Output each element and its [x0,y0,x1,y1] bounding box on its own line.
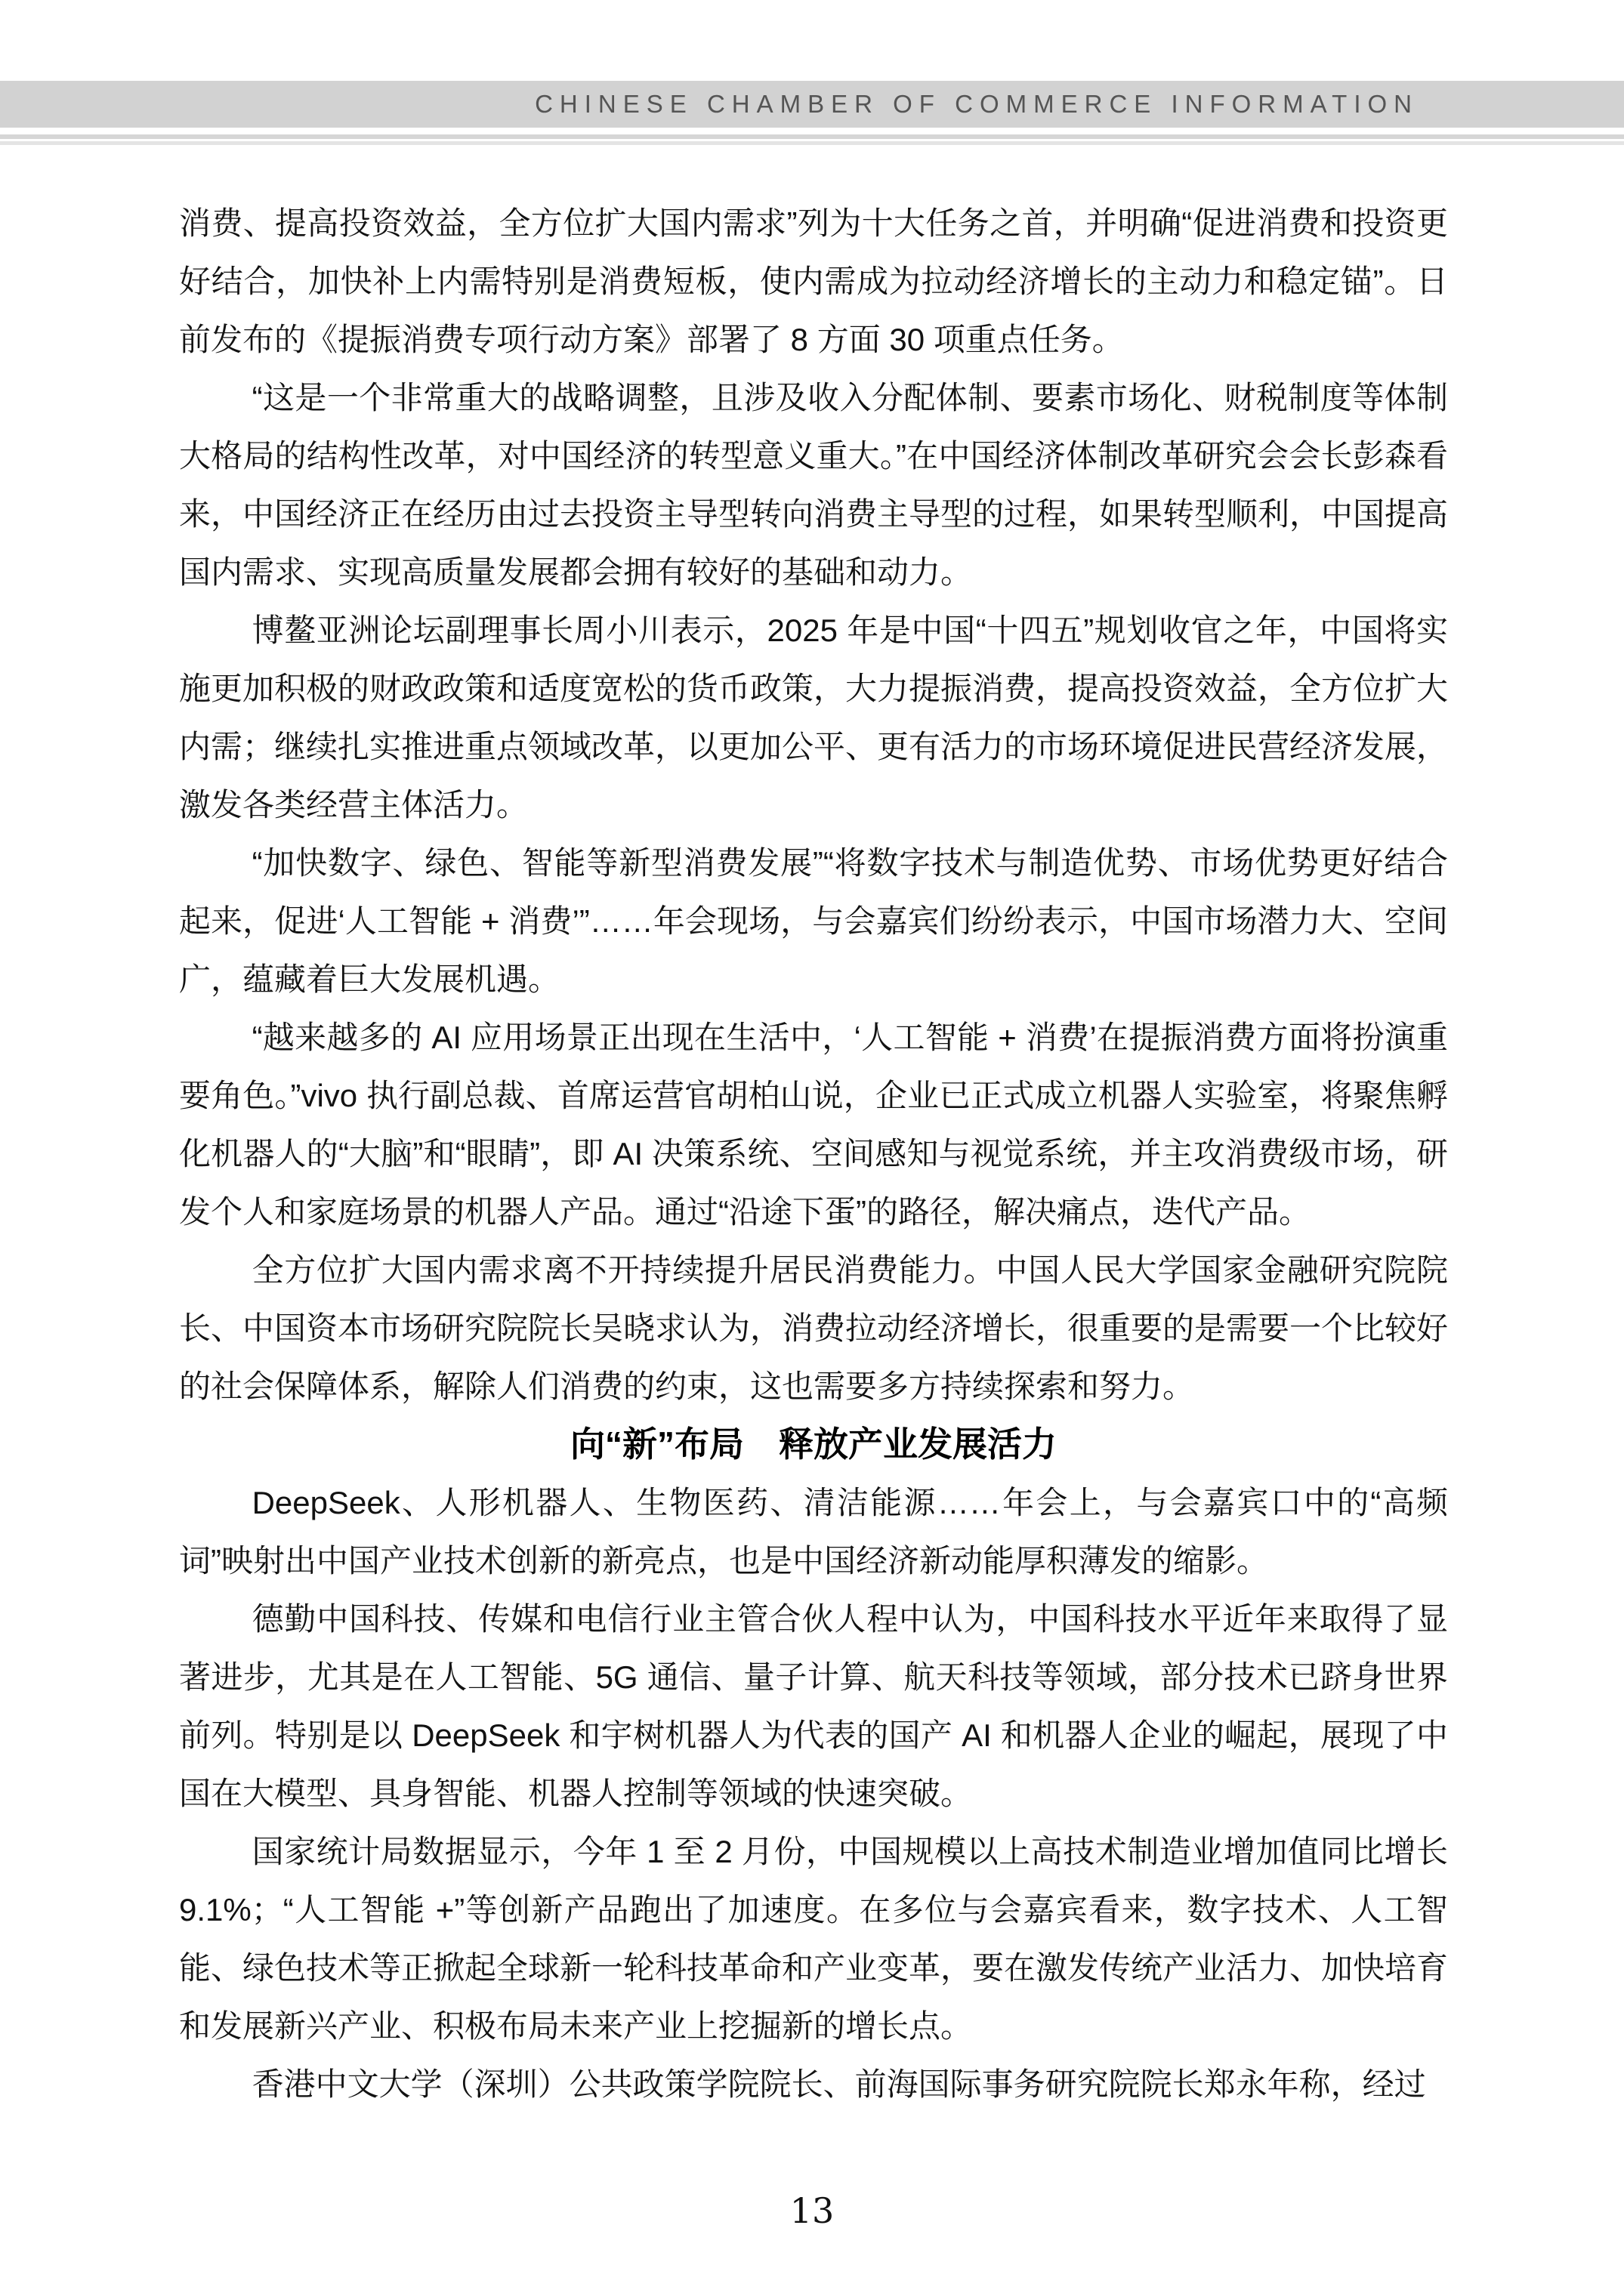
body-paragraph: 德勤中国科技、传媒和电信行业主管合伙人程中认为，中国科技水平近年来取得了显著进步，尤其是在人工智能、5G 通信、量子计算、航天科技等领域，部分技术已跻身世界前列。特别是以 DeepSeek 和宇树机器人为代表的国产 AI 和机器人企业的崛起，展现了中国在大模型、具身智能、机器人控制等领域的快速突破。 [179,1601,1448,1811]
header-banner-text: CHINESE CHAMBER OF COMMERCE INFORMATION [535,90,1419,118]
article-body [179,194,1448,2113]
body-paragraph: “加快数字、绿色、智能等新型消费发展”“将数字技术与制造优势、市场优势更好结合起来，促进‘人工智能 + 消费’”……年会现场，与会嘉宾们纷纷表示，中国市场潜力大、空间广，蕴藏着巨大发展机遇。 [179,845,1448,997]
body-paragraph: 博鳌亚洲论坛副理事长周小川表示，2025 年是中国“十四五”规划收官之年，中国将实施更加积极的财政政策和适度宽松的货币政策，大力提振消费，提高投资效益，全方位扩大内需；继续扎实推进重点领域改革，以更加公平、更有活力的市场环境促进民营经济发展，激发各类经营主体活力。 [179,613,1449,822]
body-paragraph: DeepSeek、人形机器人、生物医药、清洁能源……年会上，与会嘉宾口中的“高频词”映射出中国产业技术创新的新亮点，也是中国经济新动能厚积薄发的缩影。 [179,1485,1448,1579]
header-rule-bottom [0,141,1624,145]
body-paragraph: 全方位扩大国内需求离不开持续提升居民消费能力。中国人民大学国家金融研究院院长、中国资本市场研究院院长吴晓求认为，消费拉动经济增长，很重要的是需要一个比较好的社会保障体系，解除人们消费的约束，这也需要多方持续探索和努力。 [179,1252,1449,1404]
header-rule-top [0,134,1624,139]
body-paragraph: 香港中文大学（深圳）公共政策学院院长、前海国际事务研究院院长郑永年称，经过 [252,2066,1426,2102]
page-number: 13 [789,2190,835,2231]
body-paragraph: 国家统计局数据显示，今年 1 至 2 月份，中国规模以上高技术制造业增加值同比增长 9.1%；“人工智能 +”等创新产品跑出了加速度。在多位与会嘉宾看来，数字技术、人工智能、绿色技术等正掀起全球新一轮科技革命和产业变革，要在激发传统产业活力、加快培育和发展新兴产业、积极布局未来产业上挖掘新的增长点。 [179,1834,1449,2044]
body-paragraph: “越来越多的 AI 应用场景正出现在生活中，‘人工智能 + 消费’在提振消费方面将扮演重要角色。”vivo 执行副总裁、首席运营官胡柏山说，企业已正式成立机器人实验室，将聚焦孵化机器人的“大脑”和“眼睛”，即 AI 决策系统、空间感知与视觉系统，并主攻消费级市场，研发个人和家庭场景的机器人产品。通过“沿途下蛋”的路径，解决痛点，迭代产品。 [179,1020,1448,1230]
body-paragraph: 消费、提高投资效益，全方位扩大国内需求”列为十大任务之首，并明确“促进消费和投资更好结合，加快补上内需特别是消费短板，使内需成为拉动经济增长的主动力和稳定锚”。日前发布的《提振消费专项行动方案》部署了 8 方面 30 项重点任务。 [179,205,1448,357]
header-banner [0,81,1624,128]
section-heading: 向“新”布局 释放产业发展活力 [570,1424,1057,1464]
body-paragraph: “这是一个非常重大的战略调整，且涉及收入分配体制、要素市场化、财税制度等体制大格局的结构性改革，对中国经济的转型意义重大。”在中国经济体制改革研究会会长彭森看来，中国经济正在经历由过去投资主导型转向消费主导型的过程，如果转型顺利，中国提高国内需求、实现高质量发展都会拥有较好的基础和动力。 [179,380,1449,590]
page-footer [0,2184,1624,2237]
